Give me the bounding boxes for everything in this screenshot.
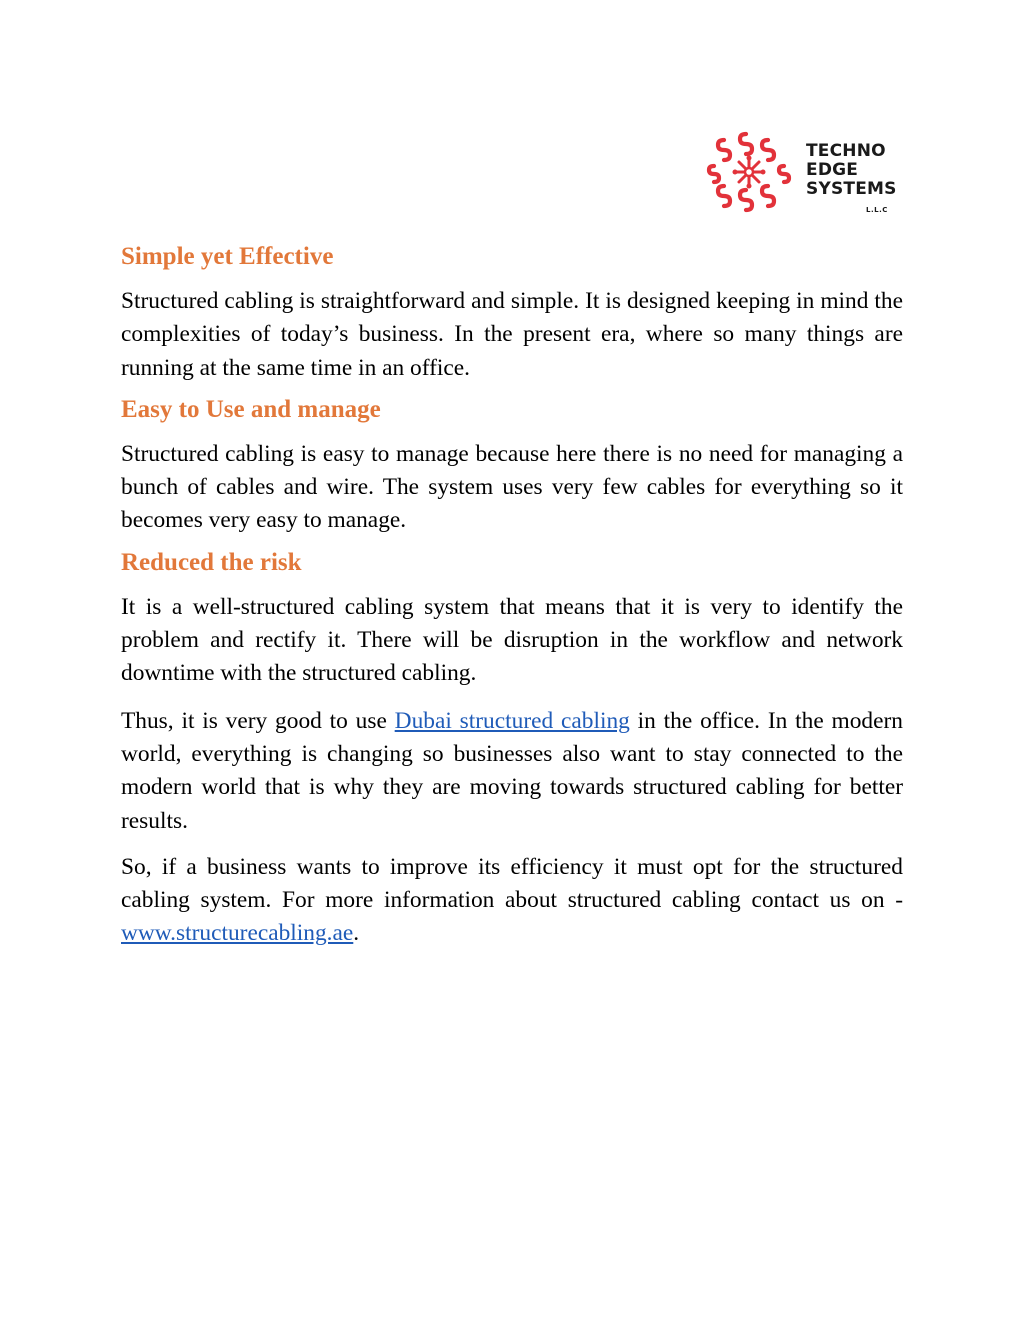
section-heading: Reduced the risk	[121, 548, 302, 576]
contact-text-end: .	[353, 920, 360, 947]
section-paragraph: Structured cabling is easy to manage because here there is no need for managing a bunch of cables and wire. The system uses very few cables for everything so it becomes very easy to manage.	[121, 440, 903, 534]
closing-text-start: Thus, it is very good to use	[121, 707, 395, 734]
section-heading: Simple yet Effective	[121, 243, 334, 270]
closing-text-end: in the office. In the modern world, everything is changing so businesses also want to stay connected to the modern world that is why they are moving towards structured cabling for better results.	[121, 707, 903, 834]
logo-line-3: SYSTEMS	[806, 179, 897, 199]
company-logo	[706, 128, 906, 220]
logo-wordmark	[806, 142, 897, 199]
contact-text: So, if a business wants to improve its efficiency it must opt for the structured cabling system. For more information about structured cabling contact us on -	[121, 853, 903, 914]
logo-line-1: TECHNO	[806, 141, 886, 161]
logo-suffix: L.L.C	[866, 206, 888, 214]
section-paragraph: Structured cabling is straightforward and simple. It is designed keeping in mind the complexities of today’s business. In the present era, where so many things are running at the same time in an office.	[121, 288, 903, 381]
dubai-structured-cabling-link[interactable]: Dubai structured cabling	[394, 707, 630, 734]
document-body	[121, 240, 903, 951]
techno-edge-emblem-icon	[706, 128, 798, 220]
closing-paragraph-2	[121, 851, 903, 951]
section-heading: Easy to Use and manage	[121, 395, 381, 423]
closing-paragraph-1	[121, 705, 903, 838]
website-link[interactable]: www.structurecabling.ae	[121, 920, 354, 947]
section-paragraph: It is a well-structured cabling system that means that it is very to identify the problem and rectify it. There will be disruption in the workflow and network downtime with the structured cabling.	[121, 593, 903, 687]
logo-line-2: EDGE	[806, 160, 859, 180]
